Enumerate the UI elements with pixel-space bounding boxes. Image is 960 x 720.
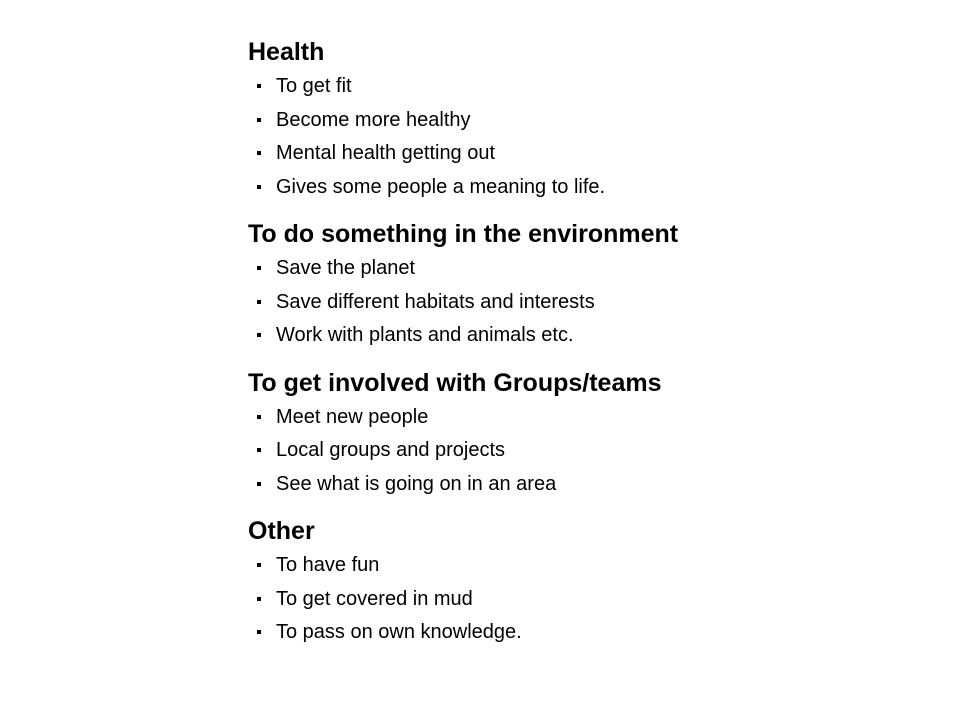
list-item-text: Meet new people — [276, 405, 429, 428]
section-environment — [248, 218, 938, 353]
list-item-text: Local groups and projects — [276, 439, 506, 461]
list-item-text: To have fun — [276, 554, 380, 576]
section-other — [248, 515, 938, 650]
section-heading: To do something in the environment — [248, 220, 679, 248]
square-bullet-icon — [257, 185, 261, 189]
section-groups-teams — [248, 367, 938, 502]
list-item — [248, 583, 938, 617]
list-item — [248, 434, 938, 468]
list-item-text: To get covered in mud — [276, 587, 473, 610]
square-bullet-icon — [257, 300, 261, 304]
list-item-text: To pass on own knowledge. — [276, 621, 522, 643]
bullet-list — [248, 70, 938, 204]
square-bullet-icon — [257, 630, 261, 634]
list-item-text: Mental health getting out — [276, 142, 496, 164]
section-heading: Other — [248, 517, 315, 545]
list-item — [248, 70, 938, 104]
list-item — [248, 171, 938, 205]
list-item — [248, 252, 938, 286]
list-item-text: Save the planet — [276, 257, 415, 279]
slide-content — [248, 36, 938, 650]
list-item-text: To get fit — [276, 75, 352, 97]
bullet-list — [248, 401, 938, 502]
list-item — [248, 616, 938, 650]
square-bullet-icon — [257, 482, 261, 486]
list-item — [248, 549, 938, 583]
square-bullet-icon — [257, 448, 261, 452]
square-bullet-icon — [257, 333, 261, 337]
list-item-text: Work with plants and animals etc. — [276, 324, 574, 346]
list-item — [248, 319, 938, 353]
square-bullet-icon — [257, 415, 261, 419]
section-heading: Health — [248, 38, 325, 66]
list-item — [248, 286, 938, 320]
section-heading: To get involved with Groups/teams — [248, 368, 662, 397]
square-bullet-icon — [257, 563, 261, 567]
bullet-list — [248, 549, 938, 650]
square-bullet-icon — [257, 597, 261, 601]
section-health — [248, 36, 938, 204]
list-item — [248, 104, 938, 138]
list-item — [248, 401, 938, 435]
list-item-text: Gives some people a meaning to life. — [276, 175, 606, 198]
list-item-text: Save different habitats and interests — [276, 290, 595, 313]
list-item-text: Become more healthy — [276, 108, 471, 131]
bullet-list — [248, 252, 938, 353]
square-bullet-icon — [257, 151, 261, 155]
list-item-text: See what is going on in an area — [276, 472, 557, 495]
square-bullet-icon — [257, 84, 261, 88]
list-item — [248, 468, 938, 502]
square-bullet-icon — [257, 266, 261, 270]
square-bullet-icon — [257, 118, 261, 122]
list-item — [248, 137, 938, 171]
